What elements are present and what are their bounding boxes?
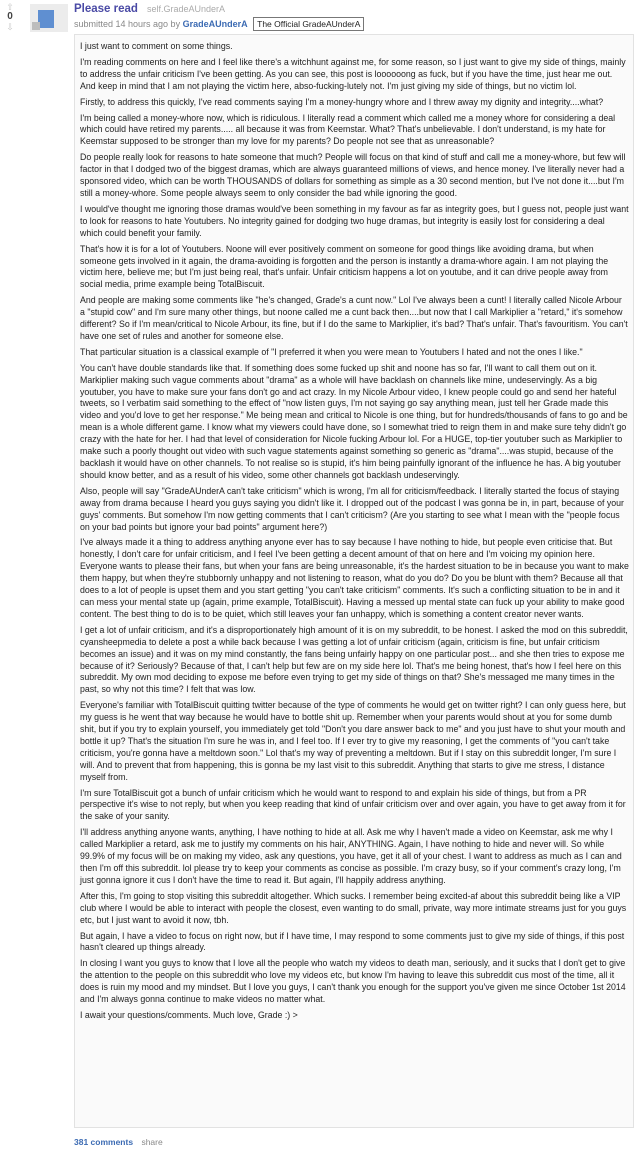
thumbnail-shape-small [32,22,40,30]
post-paragraph: Firstly, to address this quickly, I've read comments saying I'm a money-hungry whore and I threw away my dignity and integrity....what? [80,96,604,107]
post-paragraph: Also, people will say "GradeAUnderA can't take criticism" which is wrong, I'm all for criticism/feedback. I literally started the focus of staying away from drama because I heard you guys saying you didn't like it. I dropped out of the podcast I was gonna be in, in part, because of your guys' comments. But somehow I'm now getting comments that I can't criticism? (Are you starting to see what I mean with the "people focus on your bad points but ignore your bad points" argument here?) [80,485,624,532]
post-title[interactable]: Please read [74,3,138,15]
post-paragraph: After this, I'm going to stop visiting this subreddit altogether. Which sucks. I remember being excited-af about this subreddit being like a VIP club where I would be able to interact with people the closest, even wanting to do small, private, way more intimate streams just for you guys etc, but I just want to avoid it now, tbh. [80,890,627,925]
post-paragraph: I'm being called a money-whore now, which is ridiculous. I literally read a comment which called me a money whore for considering a deal which could have retired my parents..... all because it was from Keemstar. What? That's unbelievable. I don't understand, is my hate for Keemstar supposed to be stronger than my love for my parents? Do people not see that as unreasonable? [80,112,616,147]
tagline [74,17,364,31]
post-paragraph: I await your questions/comments. Much love, Grade :) > [80,1009,298,1020]
post-paragraph: I just want to comment on some things. [80,41,233,51]
post-paragraph: I'm sure TotalBiscuit got a bunch of unfair criticism which he would want to respond to and explain his side of things, but from a PR perspective it's wise to not reply, but when you keep reading that kind of unfair criticism over and over again, you have to get away from it for the sake of your sanity. [80,787,626,822]
score: 0 [7,11,13,22]
comments-link[interactable]: 381 comments [74,1137,134,1147]
author-flair: The Official GradeAUnderA [253,17,364,31]
post-paragraph: I'm reading comments on here and I feel like there's a witchhunt against me, for some reason, so I just want to give my side of things, mainly to address the unfair criticism I've been getting. As you can see, this post is loooooong as fuck, but if you have the time, just hear me out. And keep in mind that I am not playing the victim here, abso-fucking-lutely not. I'm just giving my side of things, but no victim lol. [80,56,626,91]
post-paragraph: That particular situation is a classical example of "I preferred it when you were mean to Youtubers I hated and not the ones I like." [80,346,583,357]
title-row [74,3,225,15]
author-link[interactable]: GradeAUnderA [182,19,248,29]
post-body [74,34,634,1128]
post-buttons [74,1137,163,1147]
thumbnail-shape [38,10,54,28]
downvote-arrow-icon[interactable]: ⇩ [6,22,14,32]
upvote-arrow-icon[interactable]: ⇧ [6,2,14,12]
post-paragraph: I would've thought me ignoring those dramas would've been something in my favour as far as integrity goes, but I guess not, people just want to look for reasons to hate Youtubers. No integrity gained for dodging two huge dramas, but integrity is easily lost for considering a deal which could benefit your family. [80,203,629,238]
self-post-thumbnail-icon[interactable] [30,4,68,32]
post-paragraph: That's how it is for a lot of Youtubers. Noone will ever positively comment on someone for good things like avoiding drama, but when someone gets involved in it again, the drama-avoiding is forgotten and the person is instantly a drama-whore again. I am not playing the victim here, believe me; but I'm just being real, that's unfair. Unfair criticism happens a lot on youtube, and it can drive people away from social media, prime example being TotalBiscuit. [80,243,609,290]
vote-column [2,2,18,32]
post-paragraph: But again, I have a video to focus on right now, but if I have time, I may respond to some comments just to give my side of things, if this post hasn't cleared up things already. [80,930,625,953]
post-paragraph: And people are making some comments like "he's changed, Grade's a cunt now." Lol I've always been a cunt! I literally called Nicole Arbour a "stupid cow" and I'm sure many other things, but noone called me a cunt back then....but now that I call Markiplier a "retard," it's somehow different? So if I'm mean/critical to Nicole Arbour, its fine, but if I do the same to Markiplier, it's bad? That's unfair. That's favouritism. You can't have one set of rules and another for someone else. [80,295,628,341]
share-link[interactable]: share [141,1137,163,1147]
submitted-text: submitted 14 hours ago by [74,19,181,29]
post-domain[interactable]: self.GradeAUnderA [147,4,226,14]
post-paragraph: You can't have double standards like that. If something does some fucked up shit and noone has so far, I'll want to call them out on it. Markiplier making such vague comments about "drama" as a whole will have backlash on channels like mine, undeservingly. As a big youtuber, you have to make sure your fans don't go and act crazy. In my Nicole Arbour video, I knew people could go and send her hateful tweets, so I verbatim said something to the effect of "now listen guys, I'm not saying go say anything mean, just tell her Grade made this video and you'd love to get her response." Me being mean and critical to Nicole is one thing, but for hundreds/thousands of fans to go and be mean is a whole different game. I know what my viewers could have done, so I somewhat tried to reign them in and make sure tehy didn't go crazy with the hate for her. I had that level of consideration for Nicole fucking Arbour lol. For a HUGE, top-tier youtuber such as Markiplier to make such a poorly thought out video with such vague statements against something so generic as "drama"....was stupid, because of the backlash it would have on other channels. To not realise so is stupid, it's him being painfully ignorant of the influence he has. A big youtuber should know better, and as a result of his video, some other channels got backlash undeservingly. [80,362,628,480]
post-paragraph: I've always made it a thing to address anything anyone ever has to say because I have nothing to hide, but people even criticise that. But honestly, I don't care for unfair criticism, and I feel I've been getting a decent amount of that on here and I'm voicing my opinion here. Everyone wants to please their fans, but when your fans are being unreasonable, it's the hardest situation to be in because you want to make them happy, but when they're stubbornly unhappy and not listening to reason, what do you do? Do you be blunt with them? Because all that does to a lot of people is upset them and you start getting "you can't take criticism" comments. It's such a conflicting situation to be in and it can mess your mental state up (again, prime example, TotalBiscuit). Having a messed up mental state can fuck up your ability to make good content. The best thing to do is to be quiet, which still leaves your fan unhappy, which is something a content creator never wants. [80,537,629,619]
post-paragraph: I get a lot of unfair criticism, and it's a disproportionately high amount of it is on my subreddit, to be honest. I asked the mod on this subreddit, cyansheepmedia to delete a post a while back because I was getting a lot of unfair criticism (again, criticism is fine, but unfair criticism becomes an issue) and it was on my mind constantly, the fans being unfairly happy on one particular post... and she then tries to expose me because of it? Seriously? Because of that, I can't help but few are on my side here lol. That's me being honest, that's how I feel here on this subreddit. My own mod deciding to expose me before even trying to get my side of things on that? She's messaged me many times in the past, so why not this time? I felt that was low. [80,624,628,695]
post-paragraph: In closing I want you guys to know that I love all the people who watch my videos to death man, seriously, and it sucks that I don't get to give the attention to the people on this subreddit who love my videos etc, but know I'm having to leave this subreddit cus most of the time, all it does is ruin my mood and my mindset. But I love you guys, I can't thank you enough for the support you've given me since October 1st 2014 and I'm always gonna continue to make videos no matter what. [80,958,626,1005]
post-paragraph: I'll address anything anyone wants, anything, I have nothing to hide at all. Ask me why I haven't made a video on Keemstar, ask me why I called Markiplier a retard, ask me to justify my comments on his hair, ANYTHING. Again, I have nothing to hide and never will. So while 99.9% of my focus will be on making my video, ask any questions, you have, get it all of your chest. I want to address as much as I can and then I'm off this subreddit. lol please try to keep your comments as concise as possible. I'm crazy busy, so if your comment's crazy long, I'm just gonna ignore it cus I don't have the time to read it. But again, I'll happily address anything. [80,827,622,885]
post-paragraph: Do people really look for reasons to hate someone that much? People will focus on that kind of stuff and call me a money-whore, but few will factor in that I dodged two of the biggest dramas, which are always guaranteed millions of views, and hence money. I've literally never had a sponsored video, which can be worth THOUSANDS of dollars for something as simple as a 30 second mention, but I've not done it....but I'm still a money-whore. Some people always seem to only consider the bad while ignoring the good. [80,152,626,198]
post-paragraph: Everyone's familiar with TotalBiscuit quitting twitter because of the type of comments he would get on twitter right? I can only guess here, but my guess is he went that way because he would have to bottle shit up. Remember when your parents would shout at you for some dumb shit, but if you try to explain yourself, you immediately get told "Don't you dare answer back to me" and you just have to shut your mouth and bottle it up? That's the situation I'm sure he was in, and I feel too. If I ever try to give my reasoning, I get the comments of "you can't take criticism, you're gonna have a meltdown soon." Lol that's my way of preventing a meltdown. But if I stay on this subreddit longer, I'm sure I will. And to prevent that from happening, this is gonna be my last visit to this subreddit. Anything that starts to give me stress, I distance myself from. [80,700,626,782]
